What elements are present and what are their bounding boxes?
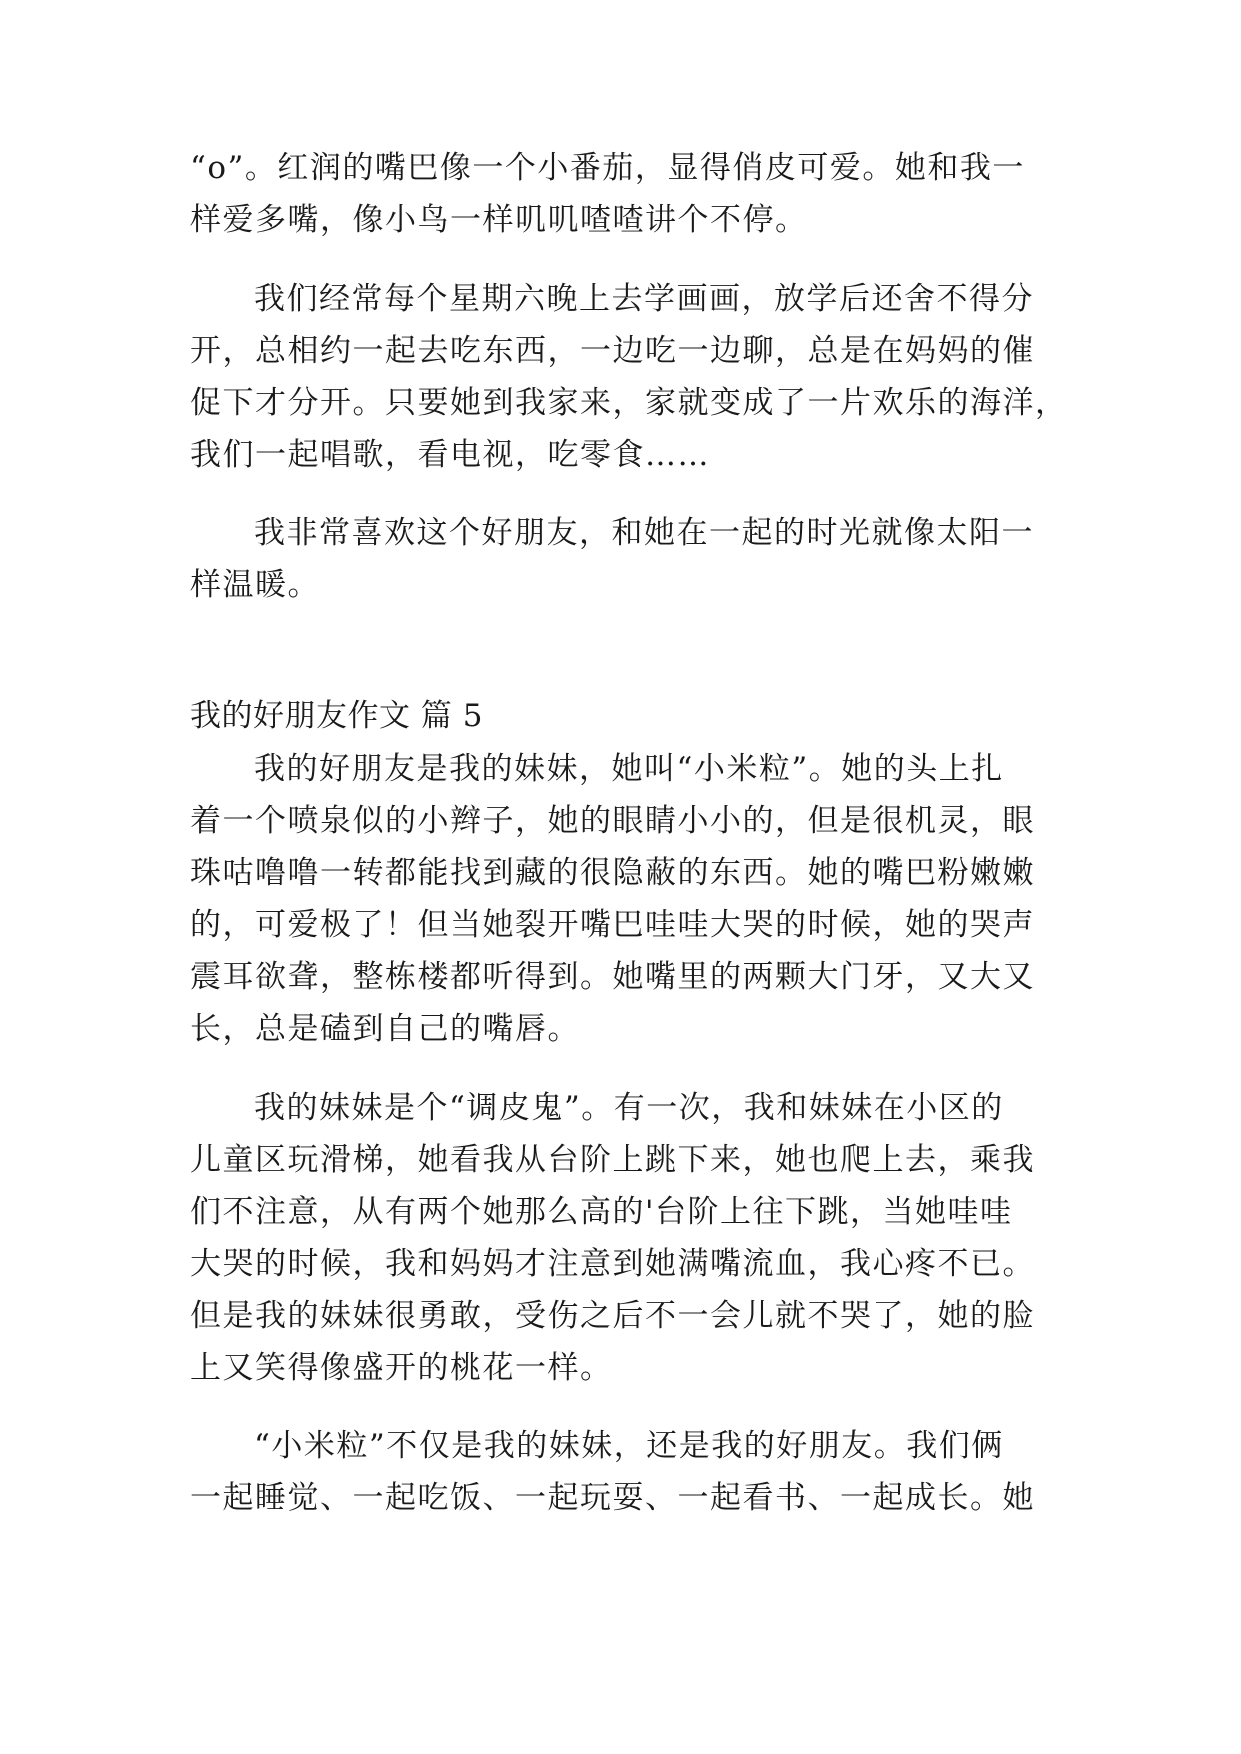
paragraph-line: 上又笑得像盛开的桃花一样。 xyxy=(190,1350,613,1386)
paragraph-line: 促下才分开。只要她到我家来，家就变成了一片欢乐的海洋， xyxy=(190,385,1068,421)
paragraph-line: 样爱多嘴，像小鸟一样叽叽喳喳讲个不停。 xyxy=(190,202,808,238)
paragraph-line: 我们一起唱歌，看电视，吃零食…… xyxy=(190,437,710,473)
paragraph-line: “小米粒”不仅是我的妹妹，还是我的好朋友。我们俩 xyxy=(254,1428,1004,1464)
paragraph-line: 样温暖。 xyxy=(190,567,320,603)
paragraph-line: 我的好朋友是我的妹妹，她叫“小米粒”。她的头上扎 xyxy=(254,751,1004,787)
paragraph-line: 长，总是磕到自己的嘴唇。 xyxy=(190,1011,580,1047)
paragraph-line: 我们经常每个星期六晚上去学画画，放学后还舍不得分 xyxy=(254,281,1034,317)
paragraph-line: 但是我的妹妹很勇敢，受伤之后不一会儿就不哭了，她的脸 xyxy=(190,1298,1035,1334)
paragraph-line: 们不注意，从有两个她那么高的'台阶上往下跳，当她哇哇 xyxy=(190,1194,1013,1230)
paragraph-line: 的，可爱极了！但当她裂开嘴巴哇哇大哭的时候，她的哭声 xyxy=(190,907,1035,943)
paragraph-line: 一起睡觉、一起吃饭、一起玩耍、一起看书、一起成长。她 xyxy=(190,1480,1035,1516)
paragraph-line: 大哭的时候，我和妈妈才注意到她满嘴流血，我心疼不已。 xyxy=(190,1246,1035,1282)
paragraph-line: “o”。红润的嘴巴像一个小番茄，显得俏皮可爱。她和我一 xyxy=(190,150,1025,186)
paragraph-line: 我非常喜欢这个好朋友，和她在一起的时光就像太阳一 xyxy=(254,515,1034,551)
paragraph-line: 我的妹妹是个“调皮鬼”。有一次，我和妹妹在小区的 xyxy=(254,1090,1004,1126)
paragraph-line: 珠咕噜噜一转都能找到藏的很隐蔽的东西。她的嘴巴粉嫩嫩 xyxy=(190,855,1035,891)
paragraph-line: 震耳欲聋，整栋楼都听得到。她嘴里的两颗大门牙，又大又 xyxy=(190,959,1035,995)
paragraph-line: 开，总相约一起去吃东西，一边吃一边聊，总是在妈妈的催 xyxy=(190,333,1035,369)
paragraph-line: 儿童区玩滑梯，她看我从台阶上跳下来，她也爬上去，乘我 xyxy=(190,1142,1035,1178)
paragraph-line: 着一个喷泉似的小辫子，她的眼睛小小的，但是很机灵，眼 xyxy=(190,803,1035,839)
section-heading: 我的好朋友作文 篇 5 xyxy=(190,698,483,734)
